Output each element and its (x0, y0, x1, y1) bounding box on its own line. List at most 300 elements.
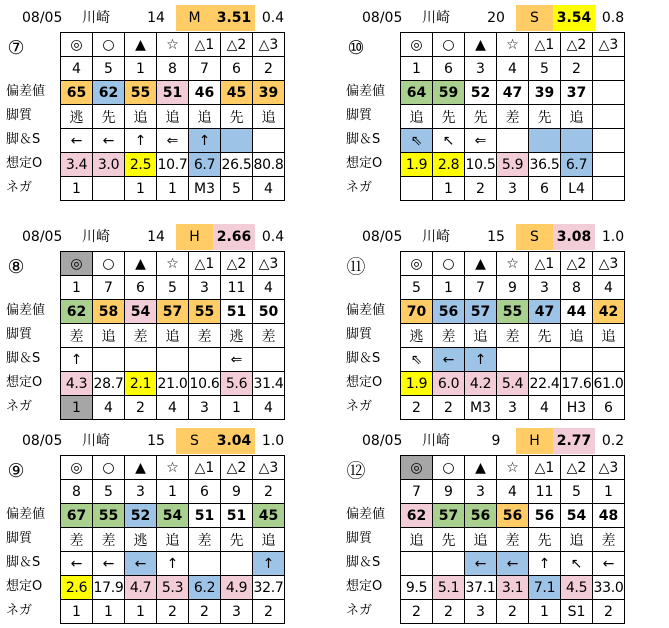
horse-grid (400, 455, 625, 624)
deviation-cell: 67 (61, 504, 93, 528)
running-style-cell (593, 105, 625, 129)
estimated-odds-row (401, 153, 625, 177)
horse-cell: 6 (125, 276, 157, 300)
horse-cell: 3 (465, 57, 497, 81)
running-style-cell: 差 (61, 324, 93, 348)
race-index-2: 0.8 (601, 10, 625, 26)
estimated-odds-cell: 4.9 (221, 576, 253, 600)
horse-cell: 2 (253, 57, 285, 81)
estimated-odds-cell (593, 153, 625, 177)
ashi-s-cell: ↖ (561, 552, 593, 576)
estimated-odds-cell: 17.9 (93, 576, 125, 600)
mark-cell: ▲ (465, 456, 497, 480)
row-label: 想定O (346, 579, 383, 594)
estimated-odds-cell: 3.4 (61, 153, 93, 177)
horse-grid (60, 251, 285, 420)
horse-cell: 4 (593, 276, 625, 300)
estimated-odds-cell: 6.2 (189, 576, 221, 600)
race-panel (340, 428, 669, 628)
race-header (0, 224, 310, 250)
race-header (340, 224, 650, 250)
running-style-cell: 逃 (401, 324, 433, 348)
race-panel (340, 224, 669, 424)
deviation-cell: 64 (401, 81, 433, 105)
horse-cell: 6 (433, 57, 465, 81)
running-style-cell: 先 (93, 105, 125, 129)
estimated-odds-cell: 6.7 (189, 153, 221, 177)
running-style-cell: 追 (401, 528, 433, 552)
ashi-s-cell: ← (61, 129, 93, 153)
mark-cell: △3 (593, 456, 625, 480)
running-style-cell: 逃 (125, 528, 157, 552)
estimated-odds-cell: 10.5 (465, 153, 497, 177)
nega-cell: 1 (125, 177, 157, 201)
deviation-cell: 37 (561, 81, 593, 105)
ashi-s-cell (561, 129, 593, 153)
race-venue: 川崎 (422, 433, 450, 449)
deviation-cell: 51 (221, 504, 253, 528)
row-label: 想定O (6, 156, 43, 171)
row-label: ネガ (346, 603, 373, 618)
mark-row (61, 33, 285, 57)
ashi-s-cell: ← (125, 552, 157, 576)
mark-row (401, 456, 625, 480)
deviation-cell: 51 (157, 81, 189, 105)
horse-cell: 1 (401, 57, 433, 81)
nega-cell: 4 (253, 177, 285, 201)
horse-grid (400, 32, 625, 201)
nega-cell (401, 177, 433, 201)
horse-grid (60, 455, 285, 624)
horse-cell: 8 (61, 480, 93, 504)
running-style-cell: 差 (125, 324, 157, 348)
running-style-row (61, 105, 285, 129)
row-label: 脚質 (6, 108, 33, 123)
row-label: ネガ (6, 603, 33, 618)
nega-cell: 1 (93, 600, 125, 624)
estimated-odds-cell: 80.8 (253, 153, 285, 177)
row-label: 脚質 (6, 531, 33, 546)
horse-cell: 4 (61, 57, 93, 81)
deviation-cell: 58 (93, 300, 125, 324)
race-header (0, 428, 310, 454)
race-index: 3.54 (553, 5, 595, 31)
mark-cell: △1 (189, 456, 221, 480)
running-style-row (401, 324, 625, 348)
nega-cell: 3 (465, 600, 497, 624)
ashi-s-cell (401, 552, 433, 576)
mark-cell: ◎ (61, 456, 93, 480)
mark-cell: ☆ (157, 252, 189, 276)
deviation-cell: 48 (593, 504, 625, 528)
race-number: ⑦ (7, 37, 25, 59)
deviation-cell: 47 (529, 300, 561, 324)
running-style-cell: 追 (157, 528, 189, 552)
running-style-cell: 差 (497, 324, 529, 348)
deviation-cell: 56 (433, 300, 465, 324)
deviation-cell: 55 (125, 81, 157, 105)
running-style-cell: 追 (189, 105, 221, 129)
field-size: 14 (147, 229, 165, 245)
estimated-odds-cell: 5.3 (157, 576, 189, 600)
nega-cell: 2 (401, 396, 433, 420)
nega-row (61, 600, 285, 624)
ashi-s-cell: ← (93, 129, 125, 153)
race-index-2: 1.0 (601, 229, 625, 245)
race-index-2: 0.2 (601, 433, 625, 449)
race-grade: H (176, 224, 213, 250)
horse-cell: 9 (433, 480, 465, 504)
row-label: 脚＆S (6, 351, 41, 366)
race-panel (0, 428, 330, 628)
nega-cell: M3 (465, 396, 497, 420)
mark-cell: △2 (561, 456, 593, 480)
ashi-s-cell (189, 348, 221, 372)
nega-cell: 2 (125, 396, 157, 420)
deviation-cell: 45 (221, 81, 253, 105)
deviation-cell: 52 (125, 504, 157, 528)
running-style-cell: 差 (593, 528, 625, 552)
horse-cell: 8 (157, 57, 189, 81)
row-label: 脚＆S (6, 132, 41, 147)
row-label: 想定O (346, 375, 383, 390)
ashi-s-cell: ↖ (433, 129, 465, 153)
field-size: 15 (147, 433, 165, 449)
nega-row (401, 177, 625, 201)
row-label: 脚質 (346, 327, 373, 342)
estimated-odds-cell: 28.7 (93, 372, 125, 396)
nega-cell: H3 (561, 396, 593, 420)
estimated-odds-cell: 3.1 (497, 576, 529, 600)
mark-cell: ☆ (497, 33, 529, 57)
running-style-cell: 追 (593, 324, 625, 348)
race-date: 08/05 (362, 229, 403, 245)
mark-cell: ▲ (125, 33, 157, 57)
estimated-odds-cell: 17.6 (561, 372, 593, 396)
running-style-cell: 先 (529, 528, 561, 552)
running-style-cell: 差 (189, 528, 221, 552)
nega-cell: 1 (529, 600, 561, 624)
horse-cell: 3 (465, 480, 497, 504)
horse-row (61, 276, 285, 300)
nega-cell: 2 (433, 600, 465, 624)
race-header (340, 428, 650, 454)
estimated-odds-cell: 2.6 (61, 576, 93, 600)
nega-cell: 3 (497, 177, 529, 201)
mark-cell: △1 (529, 456, 561, 480)
ashi-s-row (401, 552, 625, 576)
row-label: ネガ (6, 180, 33, 195)
race-date: 08/05 (22, 433, 63, 449)
ashi-s-row (61, 552, 285, 576)
mark-cell: △1 (529, 252, 561, 276)
race-index: 2.77 (553, 428, 595, 454)
horse-cell: 1 (61, 276, 93, 300)
ashi-s-cell (189, 552, 221, 576)
estimated-odds-cell: 6.0 (433, 372, 465, 396)
horse-cell: 6 (221, 57, 253, 81)
ashi-s-cell: ↑ (465, 348, 497, 372)
nega-cell: 1 (433, 177, 465, 201)
row-label: 偏差値 (6, 84, 46, 99)
mark-cell: △2 (221, 252, 253, 276)
estimated-odds-cell: 2.5 (125, 153, 157, 177)
running-style-cell: 先 (433, 105, 465, 129)
deviation-cell: 56 (497, 504, 529, 528)
nega-cell: 2 (465, 177, 497, 201)
estimated-odds-row (61, 372, 285, 396)
race-grade: S (516, 224, 553, 250)
row-label: 想定O (6, 375, 43, 390)
horse-cell: 5 (157, 276, 189, 300)
race-index: 3.08 (553, 224, 595, 250)
mark-row (61, 252, 285, 276)
estimated-odds-row (401, 576, 625, 600)
deviation-cell: 44 (561, 300, 593, 324)
estimated-odds-cell: 4.3 (61, 372, 93, 396)
estimated-odds-cell: 1.9 (401, 372, 433, 396)
race-date: 08/05 (362, 433, 403, 449)
nega-cell: 1 (61, 600, 93, 624)
ashi-s-cell (253, 348, 285, 372)
ashi-s-row (401, 348, 625, 372)
mark-cell: △2 (221, 456, 253, 480)
race-number: ⑫ (346, 460, 366, 482)
nega-cell (593, 177, 625, 201)
estimated-odds-cell: 36.5 (529, 153, 561, 177)
running-style-cell: 差 (61, 528, 93, 552)
row-label: 偏差値 (6, 507, 46, 522)
mark-cell: ☆ (157, 33, 189, 57)
nega-cell: 6 (529, 177, 561, 201)
mark-cell: ☆ (157, 456, 189, 480)
running-style-cell: 逃 (61, 105, 93, 129)
nega-cell: 2 (253, 600, 285, 624)
mark-cell: ○ (93, 456, 125, 480)
horse-cell: 1 (125, 57, 157, 81)
nega-cell: 6 (593, 396, 625, 420)
row-label: 偏差値 (346, 507, 386, 522)
nega-cell: 2 (157, 600, 189, 624)
nega-cell: M3 (189, 177, 221, 201)
horse-cell: 11 (529, 480, 561, 504)
deviation-cell: 57 (157, 300, 189, 324)
nega-cell: 5 (221, 177, 253, 201)
running-style-cell: 追 (125, 105, 157, 129)
race-panel (0, 5, 330, 205)
ashi-s-cell (433, 552, 465, 576)
ashi-s-cell (497, 348, 529, 372)
nega-cell: 4 (529, 396, 561, 420)
mark-cell: △2 (221, 33, 253, 57)
running-style-cell: 差 (253, 324, 285, 348)
mark-cell: ○ (433, 456, 465, 480)
nega-cell: 1 (61, 177, 93, 201)
deviation-row (61, 504, 285, 528)
horse-cell: 2 (253, 480, 285, 504)
horse-cell: 5 (93, 480, 125, 504)
deviation-cell (593, 81, 625, 105)
deviation-cell: 57 (465, 300, 497, 324)
horse-cell: 3 (125, 480, 157, 504)
race-index-2: 1.0 (261, 433, 285, 449)
deviation-cell: 50 (253, 300, 285, 324)
horse-cell: 3 (529, 276, 561, 300)
race-number: ⑧ (7, 256, 25, 278)
estimated-odds-cell: 7.1 (529, 576, 561, 600)
ashi-s-cell (593, 348, 625, 372)
horse-cell: 5 (93, 57, 125, 81)
race-header (0, 5, 310, 31)
horse-cell: 7 (465, 276, 497, 300)
estimated-odds-cell: 21.0 (157, 372, 189, 396)
row-label: 脚＆S (6, 555, 41, 570)
deviation-cell: 52 (465, 81, 497, 105)
deviation-cell: 54 (125, 300, 157, 324)
mark-cell: △1 (189, 33, 221, 57)
mark-cell: ◎ (401, 456, 433, 480)
race-venue: 川崎 (422, 10, 450, 26)
race-date: 08/05 (362, 10, 403, 26)
estimated-odds-cell: 5.4 (497, 372, 529, 396)
estimated-odds-cell: 4.7 (125, 576, 157, 600)
horse-cell: 7 (93, 276, 125, 300)
deviation-cell: 47 (497, 81, 529, 105)
row-label: 脚＆S (346, 555, 381, 570)
horse-row (401, 57, 625, 81)
estimated-odds-cell: 6.7 (561, 153, 593, 177)
running-style-cell: 追 (401, 105, 433, 129)
horse-row (61, 480, 285, 504)
running-style-cell: 追 (561, 528, 593, 552)
row-label: ネガ (6, 399, 33, 414)
running-style-cell: 逃 (221, 324, 253, 348)
nega-cell: S1 (561, 600, 593, 624)
race-grade: S (516, 5, 553, 31)
row-label: 偏差値 (346, 84, 386, 99)
estimated-odds-cell: 5.6 (221, 372, 253, 396)
ashi-s-cell (593, 129, 625, 153)
nega-cell: L4 (561, 177, 593, 201)
nega-cell: 1 (157, 177, 189, 201)
running-style-cell: 差 (93, 528, 125, 552)
estimated-odds-cell: 37.1 (465, 576, 497, 600)
mark-cell: △1 (529, 33, 561, 57)
estimated-odds-cell: 2.8 (433, 153, 465, 177)
nega-cell: 3 (189, 396, 221, 420)
running-style-cell: 追 (465, 324, 497, 348)
running-style-row (401, 528, 625, 552)
ashi-s-cell (253, 129, 285, 153)
horse-cell: 4 (497, 57, 529, 81)
mark-cell: △1 (189, 252, 221, 276)
ashi-s-cell: ← (593, 552, 625, 576)
running-style-cell: 先 (529, 105, 561, 129)
running-style-row (401, 105, 625, 129)
race-index: 3.51 (213, 5, 255, 31)
deviation-row (401, 300, 625, 324)
nega-row (401, 600, 625, 624)
ashi-s-cell (221, 129, 253, 153)
ashi-s-cell: ⇐ (157, 129, 189, 153)
deviation-cell: 54 (157, 504, 189, 528)
race-panel (340, 5, 669, 205)
deviation-cell: 51 (221, 300, 253, 324)
race-venue: 川崎 (82, 10, 110, 26)
race-venue: 川崎 (82, 433, 110, 449)
nega-cell: 3 (497, 396, 529, 420)
ashi-s-cell (529, 348, 561, 372)
row-label: 脚質 (6, 327, 33, 342)
nega-row (401, 396, 625, 420)
nega-cell: 1 (221, 396, 253, 420)
field-size: 9 (491, 433, 501, 449)
running-style-cell: 追 (157, 105, 189, 129)
horse-cell: 2 (561, 57, 593, 81)
ashi-s-cell: ⇐ (465, 129, 497, 153)
race-number: ⑩ (347, 37, 365, 59)
race-grade: M (176, 5, 213, 31)
race-number: ⑨ (7, 460, 25, 482)
running-style-cell: 追 (253, 105, 285, 129)
estimated-odds-row (61, 153, 285, 177)
running-style-cell: 追 (561, 324, 593, 348)
running-style-cell: 先 (221, 105, 253, 129)
ashi-s-cell: ← (433, 348, 465, 372)
horse-grid (60, 32, 285, 201)
running-style-cell: 差 (497, 105, 529, 129)
nega-cell: 3 (221, 600, 253, 624)
race-header (340, 5, 650, 31)
deviation-row (61, 300, 285, 324)
horse-cell: 3 (189, 276, 221, 300)
nega-cell: 2 (593, 600, 625, 624)
horse-cell: 7 (189, 57, 221, 81)
deviation-cell: 57 (433, 504, 465, 528)
horse-cell: 4 (497, 480, 529, 504)
mark-cell: △2 (561, 33, 593, 57)
ashi-s-cell: ← (497, 552, 529, 576)
nega-cell: 2 (401, 600, 433, 624)
running-style-cell: 差 (497, 528, 529, 552)
deviation-cell: 59 (433, 81, 465, 105)
estimated-odds-cell: 33.0 (593, 576, 625, 600)
horse-cell: 9 (221, 480, 253, 504)
horse-cell: 1 (593, 480, 625, 504)
ashi-s-cell (221, 552, 253, 576)
row-label: 脚＆S (346, 132, 381, 147)
deviation-cell: 54 (561, 504, 593, 528)
ashi-s-cell: ⇖ (401, 348, 433, 372)
deviation-cell: 55 (497, 300, 529, 324)
running-style-cell: 追 (253, 528, 285, 552)
race-index: 2.66 (213, 224, 255, 250)
running-style-cell: 追 (93, 324, 125, 348)
mark-cell: ○ (93, 252, 125, 276)
row-label: 偏差値 (346, 303, 386, 318)
row-label: 脚質 (346, 531, 373, 546)
estimated-odds-cell: 2.1 (125, 372, 157, 396)
ashi-s-row (61, 129, 285, 153)
mark-row (401, 33, 625, 57)
race-number: ⑪ (346, 256, 366, 278)
race-panel (0, 224, 330, 424)
horse-cell: 5 (561, 480, 593, 504)
race-index: 3.04 (213, 428, 255, 454)
deviation-cell: 62 (61, 300, 93, 324)
horse-row (61, 57, 285, 81)
mark-cell: ◎ (401, 252, 433, 276)
